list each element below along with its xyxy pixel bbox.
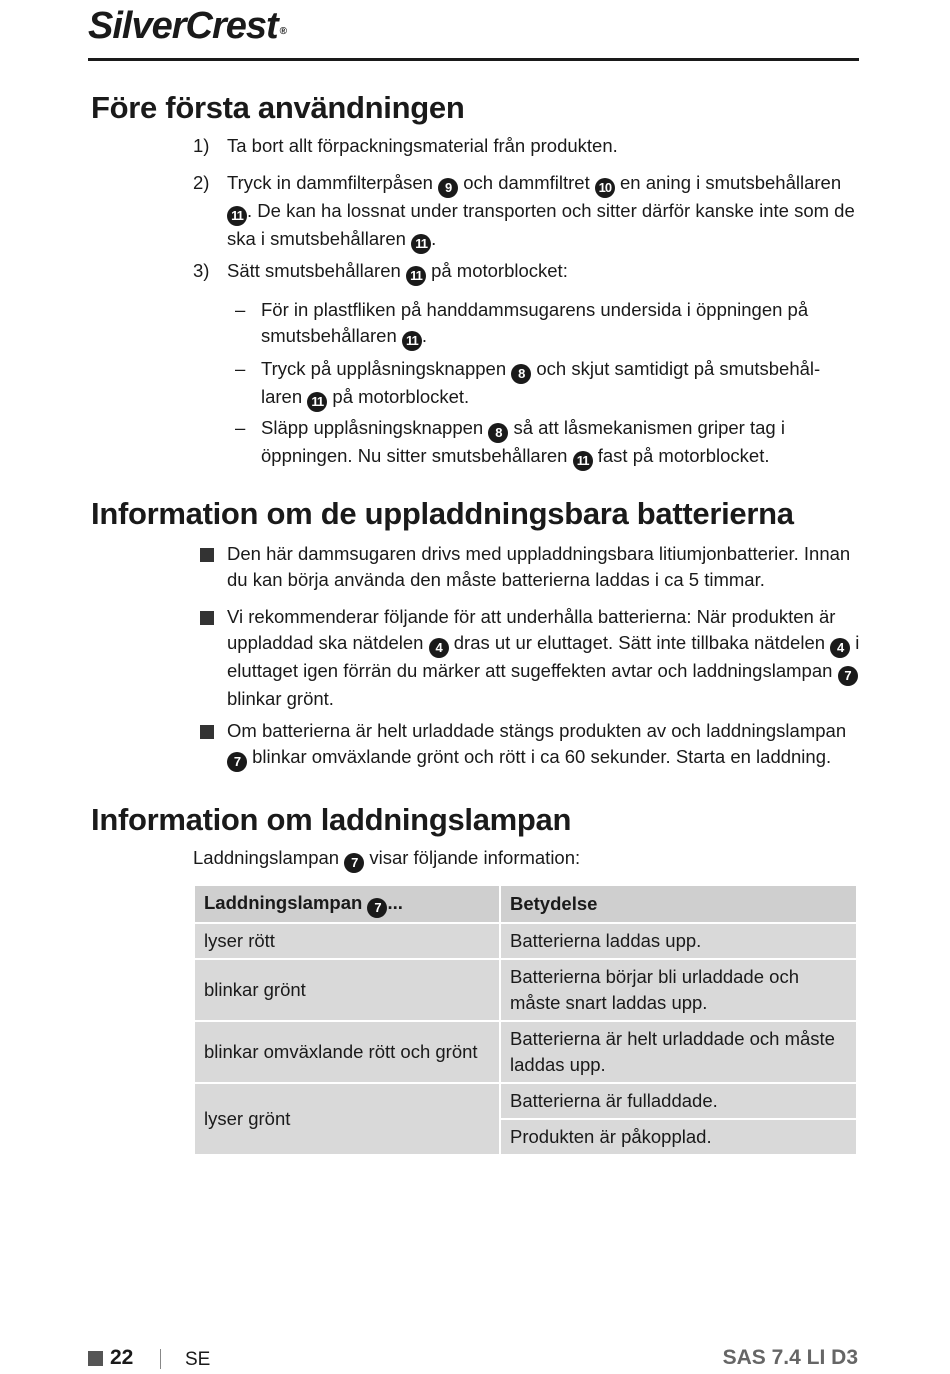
charging-lamp-table	[193, 884, 858, 1156]
charging-lamp-intro: Laddningslampan 7 visar följande information:	[193, 845, 580, 873]
table-row	[194, 923, 857, 959]
callout-11-icon: 11	[411, 234, 431, 254]
language-code: SE	[185, 1349, 211, 1370]
callout-11-icon: 11	[402, 331, 422, 351]
callout-11-icon: 11	[406, 266, 426, 286]
model-number: SAS 7.4 LI D3	[722, 1346, 858, 1369]
footer-square	[88, 1351, 103, 1366]
section-title-first-use: Före första användningen	[91, 90, 465, 125]
callout-8-icon: 8	[511, 364, 531, 384]
step-number: 1)	[193, 135, 210, 156]
callout-7-icon: 7	[344, 853, 364, 873]
substep-text: För in plastfliken på handdammsugarens undersida i öppningen på smutsbehållaren 11 .	[261, 297, 825, 351]
registered-mark: ®	[279, 26, 287, 37]
header-rule	[88, 58, 859, 61]
meaning-cell: Batterierna är fulladdade.	[500, 1083, 857, 1119]
step-3	[193, 258, 863, 286]
bullet-text: Om batterierna är helt urladdade stängs produkten av och laddningslampan 7 blinkar omväxlande grönt och rött i ca 60 sekunder. Starta en laddning.	[227, 718, 860, 772]
callout-7-icon: 7	[227, 752, 247, 772]
step-text: Sätt smutsbehållaren 11 på motorblocket:	[227, 258, 863, 286]
table-row	[194, 1083, 857, 1119]
substep-3	[235, 415, 825, 471]
bullet-text: Vi rekommenderar följande för att underhålla batterierna: När produkten är uppladdad ska nätdelen 4 dras ut ur eluttaget. Sätt inte tillbaka nätdelen 4 i eluttaget igen förrän du märker att sugeffekten avtar och laddningslampan 7 blinkar grönt.	[227, 606, 860, 709]
step-text: Tryck in dammfilterpåsen 9 och dammfiltret 10 en aning i smutsbehållaren 11 . De kan ha lossnat under transporten och sitter därför kanske inte som de ska i smutsbehållaren 11 .	[227, 170, 863, 254]
dash-mark: –	[235, 358, 246, 379]
bullet-item	[200, 718, 860, 772]
callout-11-icon: 11	[227, 206, 247, 226]
step-2	[193, 170, 863, 254]
bullet-square	[200, 725, 214, 739]
callout-7-icon: 7	[367, 898, 387, 918]
lamp-state-cell: lyser grönt	[194, 1083, 500, 1155]
callout-8-icon: 8	[488, 423, 508, 443]
callout-7-icon: 7	[838, 666, 858, 686]
meaning-cell: Batterierna är helt urladdade och måste laddas upp.	[500, 1021, 857, 1083]
lamp-state-cell: blinkar grönt	[194, 959, 500, 1021]
dash-mark: –	[235, 417, 246, 438]
section-title-charging-lamp: Information om laddningslampan	[91, 802, 572, 837]
section-title-batteries: Information om de uppladdningsbara batterierna	[91, 496, 794, 531]
footer-divider	[160, 1349, 161, 1369]
column-header-meaning: Betydelse	[500, 885, 857, 923]
step-number: 3)	[193, 260, 210, 281]
step-1	[193, 133, 863, 159]
table-header-row	[194, 885, 857, 923]
table-row	[194, 959, 857, 1021]
table-row	[194, 1021, 857, 1083]
callout-9-icon: 9	[438, 178, 458, 198]
column-header-lamp: Laddningslampan 7 ...	[194, 885, 500, 923]
callout-10-icon: 10	[595, 178, 615, 198]
substep-text: Tryck på upplåsningsknappen 8 och skjut samtidigt på smutsbehållaren 11 på motorblocket.	[261, 356, 835, 412]
dash-mark: –	[235, 299, 246, 320]
brand-name: SilverCrest	[88, 5, 278, 47]
meaning-cell: Batterierna börjar bli urladdade och måste snart laddas upp.	[500, 959, 857, 1021]
bullet-square	[200, 548, 214, 562]
callout-4-icon: 4	[429, 638, 449, 658]
callout-11-icon: 11	[573, 451, 593, 471]
lamp-state-cell: blinkar omväxlande rött och grönt	[194, 1021, 500, 1083]
bullet-text: Den här dammsugaren drivs med uppladdningsbara litiumjonbatterier. Innan du kan börja använda den måste batterierna laddas i ca 5 timmar.	[227, 543, 851, 590]
meaning-cell: Produkten är påkopplad.	[500, 1119, 857, 1155]
substep-1	[235, 297, 825, 351]
step-text: Ta bort allt förpackningsmaterial från produkten.	[227, 135, 618, 156]
callout-11-icon: 11	[307, 392, 327, 412]
meaning-cell: Batterierna laddas upp.	[500, 923, 857, 959]
page-number: 22	[110, 1346, 134, 1369]
bullet-item	[200, 541, 860, 593]
brand-logo	[88, 4, 286, 48]
lamp-state-cell: lyser rött	[194, 923, 500, 959]
bullet-item	[200, 604, 860, 712]
substep-2	[235, 356, 835, 412]
step-number: 2)	[193, 172, 210, 193]
callout-4-icon: 4	[830, 638, 850, 658]
bullet-square	[200, 611, 214, 625]
substep-text: Släpp upplåsningsknappen 8 så att låsmekanismen griper tag i öppningen. Nu sitter smutsbehållaren 11 fast på motorblocket.	[261, 415, 825, 471]
